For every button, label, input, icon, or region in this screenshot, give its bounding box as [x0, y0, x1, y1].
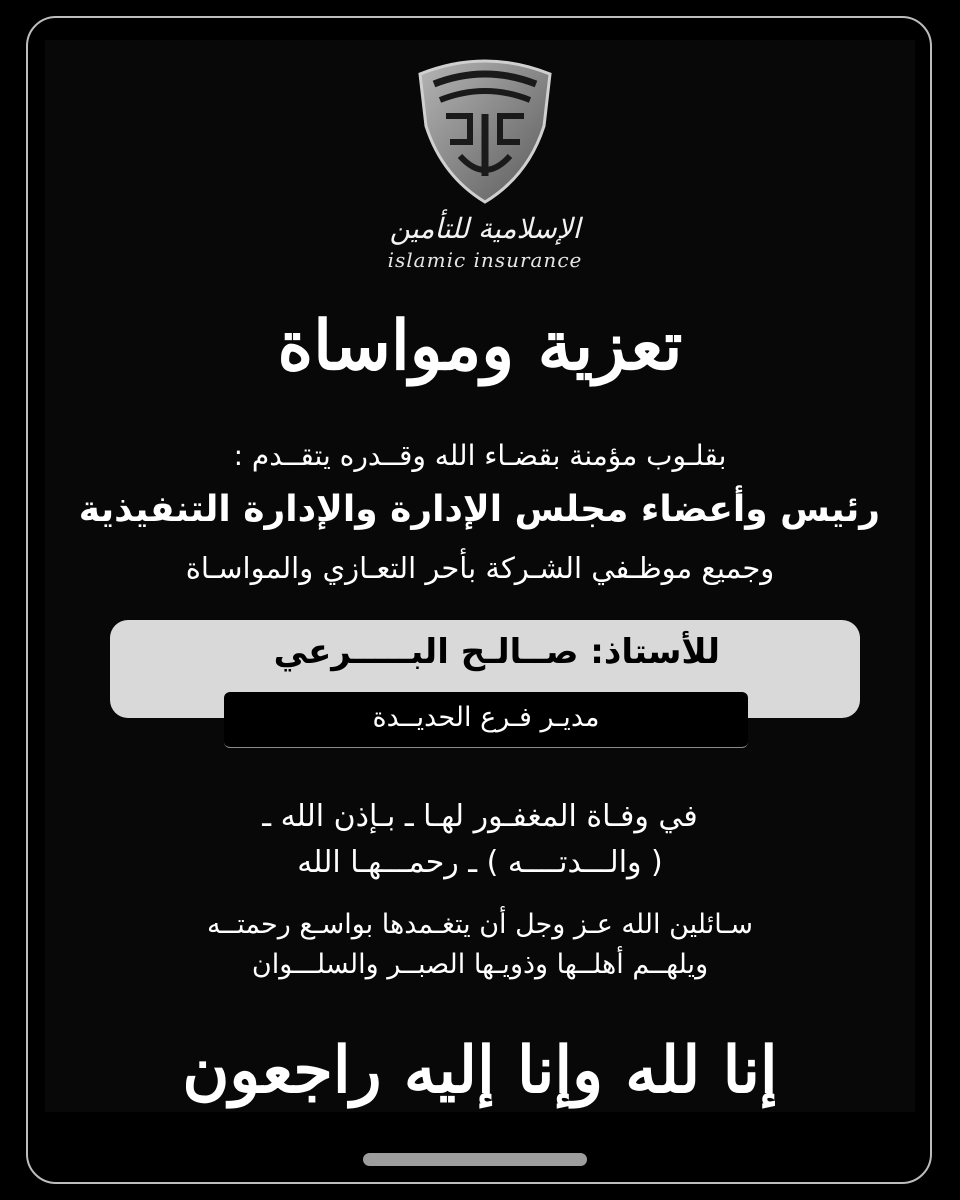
recipient-name: للأستاذ: صــالـح البـــــرعي — [273, 632, 720, 672]
recipient-role: مديـر فـرع الحديــدة — [372, 702, 600, 733]
passing-line-2: ( والـــدتــــه ) ـ رحمـــهـا الله — [297, 845, 663, 880]
quran-verse: إنا لله وإنا إليه راجعون — [182, 1033, 778, 1108]
passing-line-1: في وفـاة المغفـور لهـا ـ بـإذن الله ـ — [262, 799, 698, 834]
prayer-line-1: سـائلين الله عـز وجل أن يتغـمدها بواسـع رحمتــه — [206, 909, 754, 940]
logo-english-name: islamic insurance — [387, 248, 583, 272]
staff-line: وجميع موظـفي الشـركة بأحر التعـازي والمواسـاة — [185, 551, 775, 585]
logo-arabic-name: الإسلامية للتأمين — [389, 212, 581, 245]
prayer-line-2: ويلهــم أهلــها وذويـها الصبــر والسلـــوان — [251, 949, 709, 980]
intro-text: بقلـوب مؤمنة بقضـاء الله وقــدره يتقــدم : — [233, 439, 727, 472]
home-indicator[interactable] — [363, 1153, 587, 1166]
shield-emblem-icon — [410, 56, 560, 206]
board-line: رئيس وأعضاء مجلس الإدارة والإدارة التنفيذية — [78, 489, 880, 530]
condolence-title: تعزية ومواساة — [277, 306, 683, 386]
